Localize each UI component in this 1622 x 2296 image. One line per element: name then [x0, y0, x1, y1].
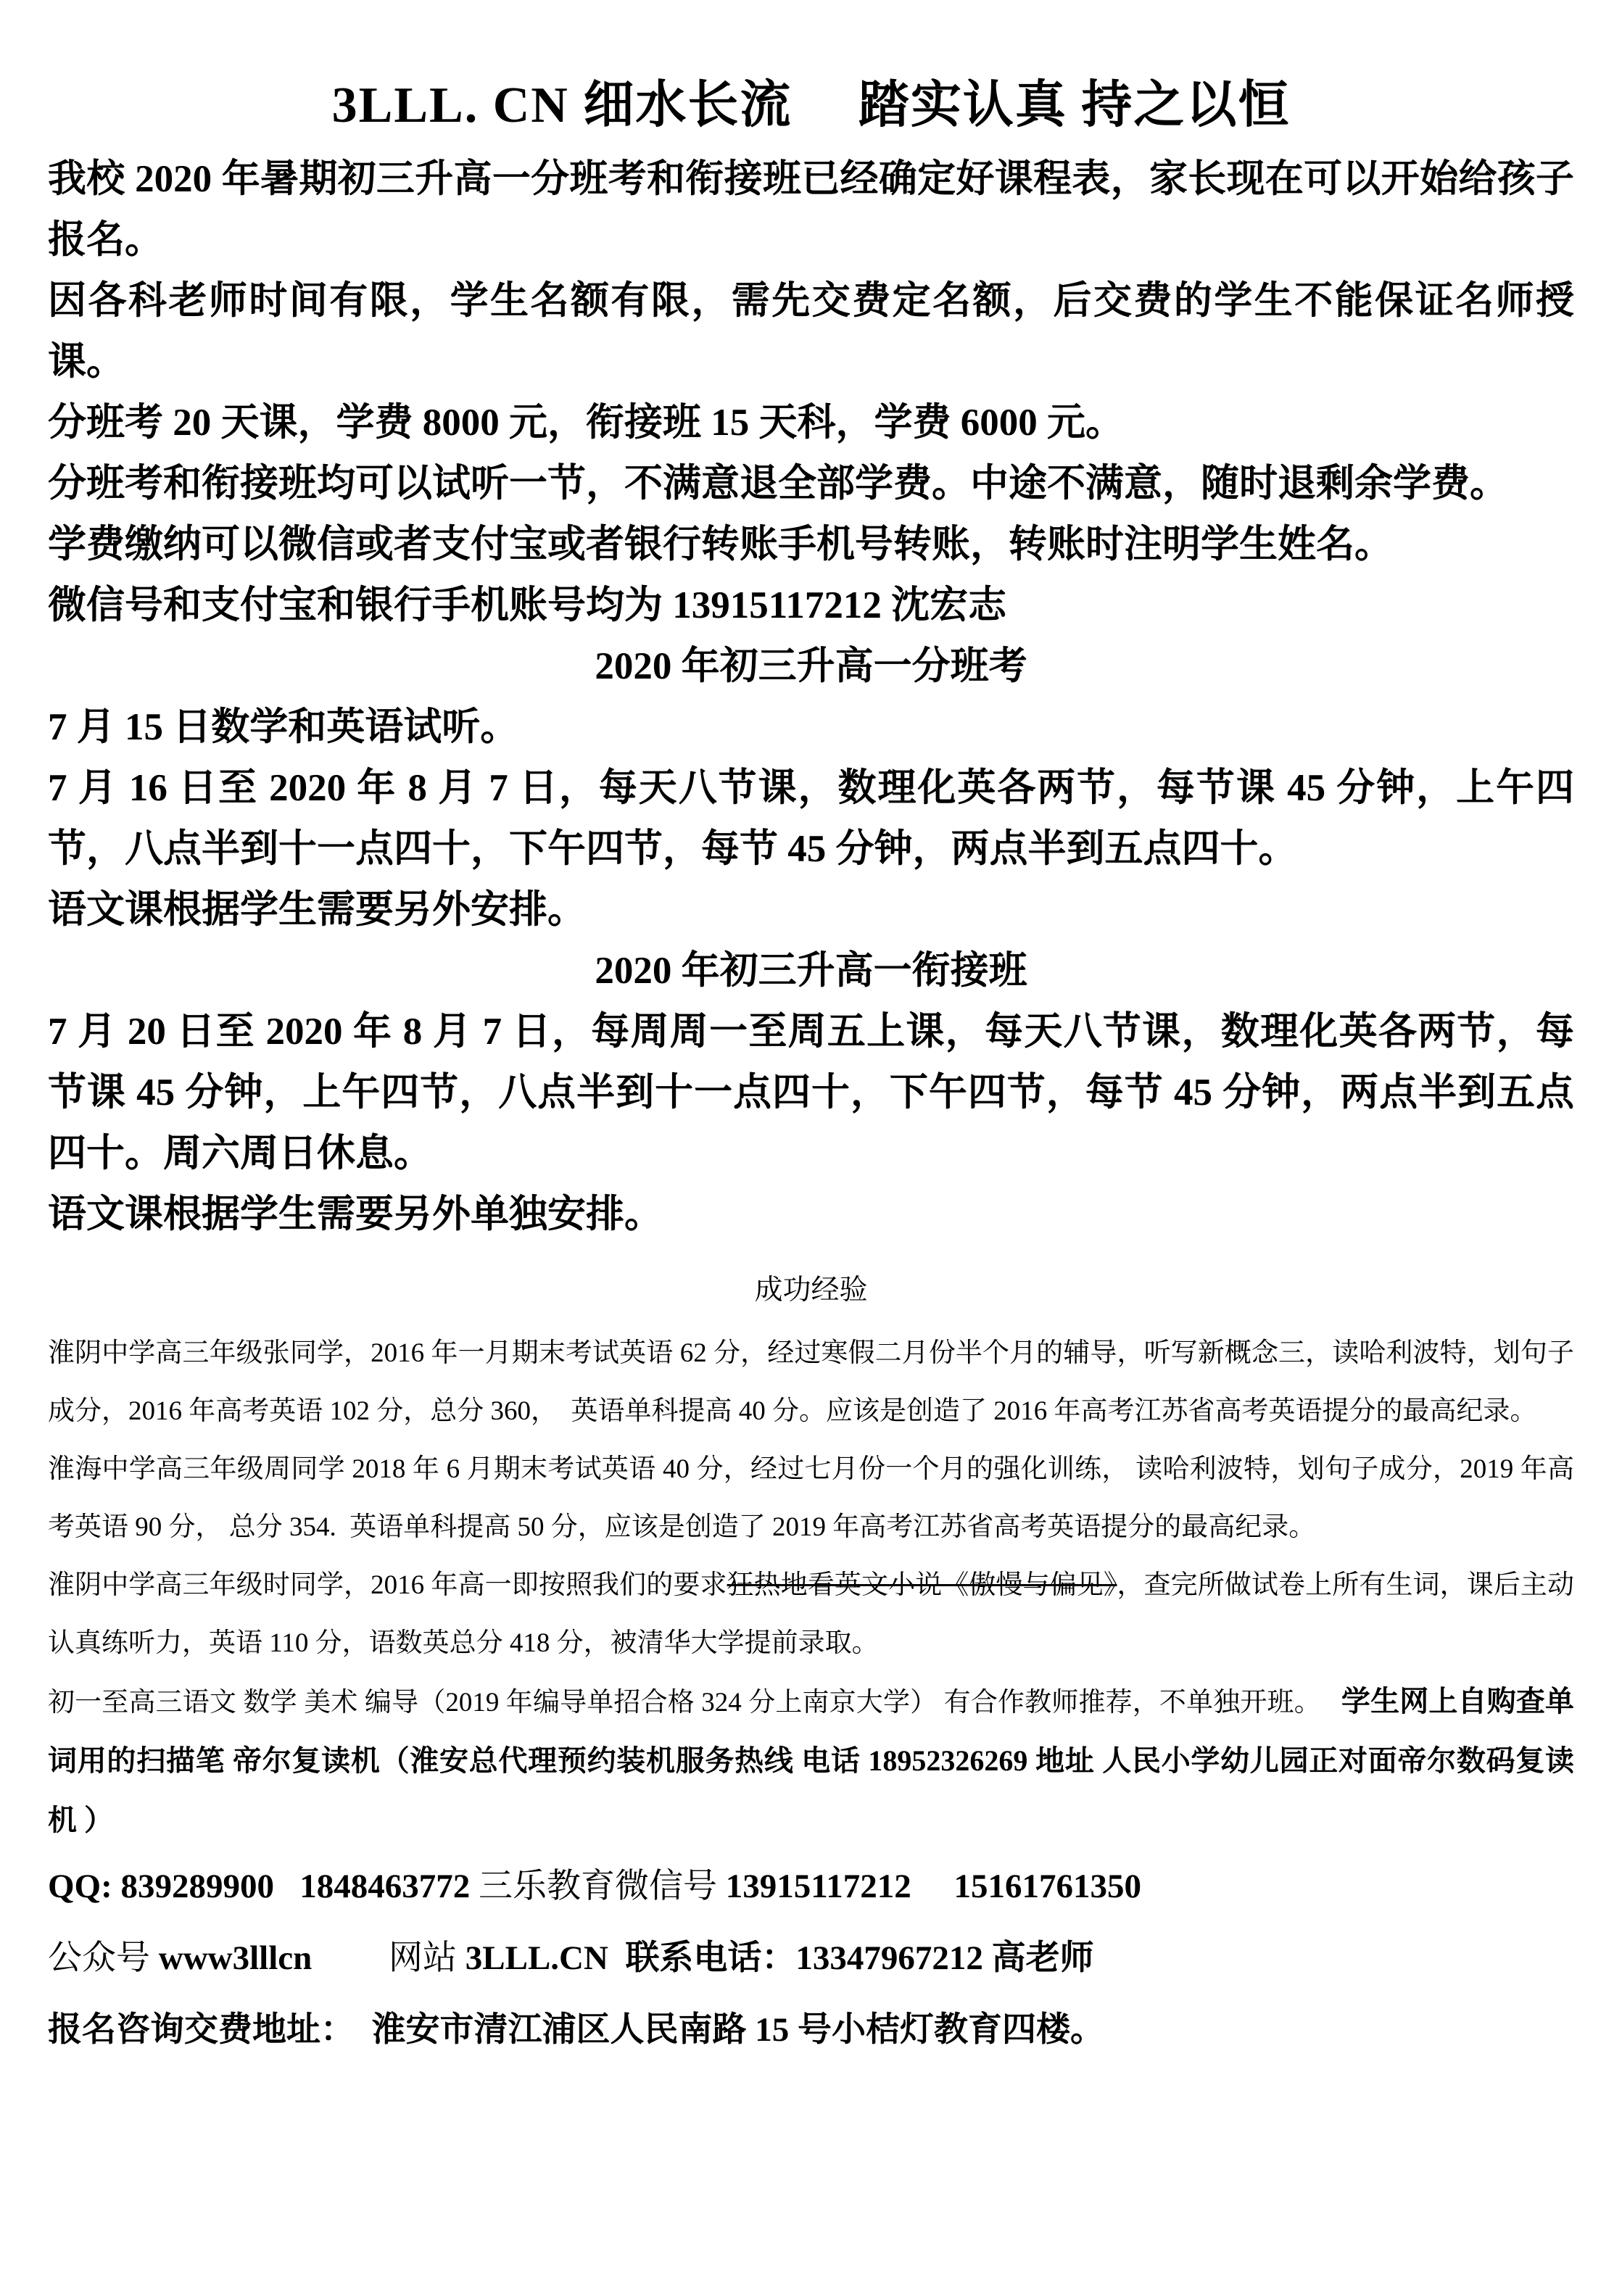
- intro-paragraph-6: 微信号和支付宝和银行手机账号均为 13915117212 沈宏志: [48, 584, 1007, 626]
- contact-phone: 联系电话：13347967212 高老师: [608, 1939, 1094, 1977]
- intro-paragraph-2: 因各科老师时间有限，学生名额有限，需先交费定名额，后交费的学生不能保证名师授课。: [48, 280, 1574, 383]
- success-heading: 成功经验: [754, 1275, 868, 1306]
- wechat-label: 三乐教育微信号: [479, 1868, 726, 1905]
- placement-exam-paragraph-1: 7 月 15 日数学和英语试听。: [48, 706, 519, 748]
- story3-text-before: 淮阴中学高三年级时同学，2016 年高一即按照我们的要求: [48, 1570, 727, 1600]
- courses-text-normal: 初一至高三语文 数学 美术 编导（2019 年编导单招合格 324 分上南京大学） 有合作教师推荐，不单独开班。: [48, 1688, 1341, 1717]
- intro-paragraph-3: 分班考 20 天课，学费 8000 元，衔接班 15 天科，学费 6000 元。: [48, 402, 1124, 444]
- qq-numbers: QQ: 839289900 1848463772: [48, 1868, 479, 1905]
- intro-paragraph-4: 分班考和衔接班均可以试听一节，不满意退全部学费。中途不满意，随时退剩余学费。: [48, 463, 1508, 505]
- intro-paragraph-5: 学费缴纳可以微信或者支付宝或者银行转账手机号转账，转账时注明学生姓名。: [48, 523, 1393, 565]
- story3-strikethrough-text: 狂热地看英文小说《傲慢与偏见》: [727, 1570, 1117, 1600]
- official-account-label: 公众号: [48, 1939, 159, 1977]
- website-label: 网站: [312, 1939, 466, 1977]
- official-account-id: www3lllcn: [158, 1939, 313, 1977]
- bridge-class-heading: 2020 年初三升高一衔接班: [595, 950, 1027, 992]
- success-story-2: 淮海中学高三年级周同学 2018 年 6 月期末考试英语 40 分，经过七月份一个月的强化训练， 读哈利波特，划句子成分，2019 年高考英语 90 分， 总分 354. 英语单科提高 50 分，应该是创造了 2019 年高考江苏省高考英语提分的最高纪录。: [48, 1454, 1574, 1542]
- success-story-3: [48, 1557, 1574, 1673]
- wechat-numbers: 13915117212 15161761350: [725, 1868, 1141, 1905]
- page-title: 3LLL. CN 细水长流 踏实认真 持之以恒: [331, 78, 1291, 133]
- website-url: 3LLL.CN: [465, 1939, 608, 1977]
- intro-paragraph-1: 我校 2020 年暑期初三升高一分班考和衔接班已经确定好课程表，家长现在可以开始给孩子报名。: [48, 158, 1574, 261]
- qq-line: [48, 1851, 1574, 1923]
- courses-paragraph: [48, 1673, 1574, 1851]
- bridge-class-paragraph-2: 语文课根据学生需要另外单独安排。: [48, 1193, 663, 1235]
- placement-exam-paragraph-3: 语文课根据学生需要另外安排。: [48, 889, 586, 931]
- courses-text-bold: 学生网上自购查单词用的扫描笔 帝尔复读机（淮安总代理预约装机服务热线 电话 18952326269 地址 人民小学幼儿园正对面帝尔数码复读机 ）: [48, 1685, 1575, 1836]
- placement-exam-paragraph-2: 7 月 16 日至 2020 年 8 月 7 日，每天八节课，数理化英各两节，每节课 45 分钟，上午四节，八点半到十一点四十，下午四节，每节 45 分钟，两点半到五点四十。: [48, 767, 1574, 870]
- official-account-line: [48, 1923, 1574, 1994]
- placement-exam-heading: 2020 年初三升高一分班考: [595, 645, 1027, 687]
- bridge-class-paragraph-1: 7 月 20 日至 2020 年 8 月 7 日，每周周一至周五上课，每天八节课，数理化英各两节，每节课 45 分钟，上午四节，八点半到十一点四十，下午四节，每节 45 分钟，两点半到五点四十。周六周日休息。: [48, 1011, 1574, 1174]
- story3-text-after: ，查完所做试卷上所有生词，课后主动认真练听力，英语 110 分，语数英总分 418 分，被清华大学提前录取。: [48, 1570, 1575, 1658]
- address-line: 报名咨询交费地址： 淮安市清江浦区人民南路 15 号小桔灯教育四楼。: [48, 2011, 1104, 2049]
- success-story-1: 淮阴中学高三年级张同学，2016 年一月期末考试英语 62 分，经过寒假二月份半个月的辅导，听写新概念三，读哈利波特，划句子成分，2016 年高考英语 102 分，总分 360， 英语单科提高 40 分。应该是创造了 2016 年高考江苏省高考英语提分的最高纪录。: [48, 1338, 1574, 1426]
